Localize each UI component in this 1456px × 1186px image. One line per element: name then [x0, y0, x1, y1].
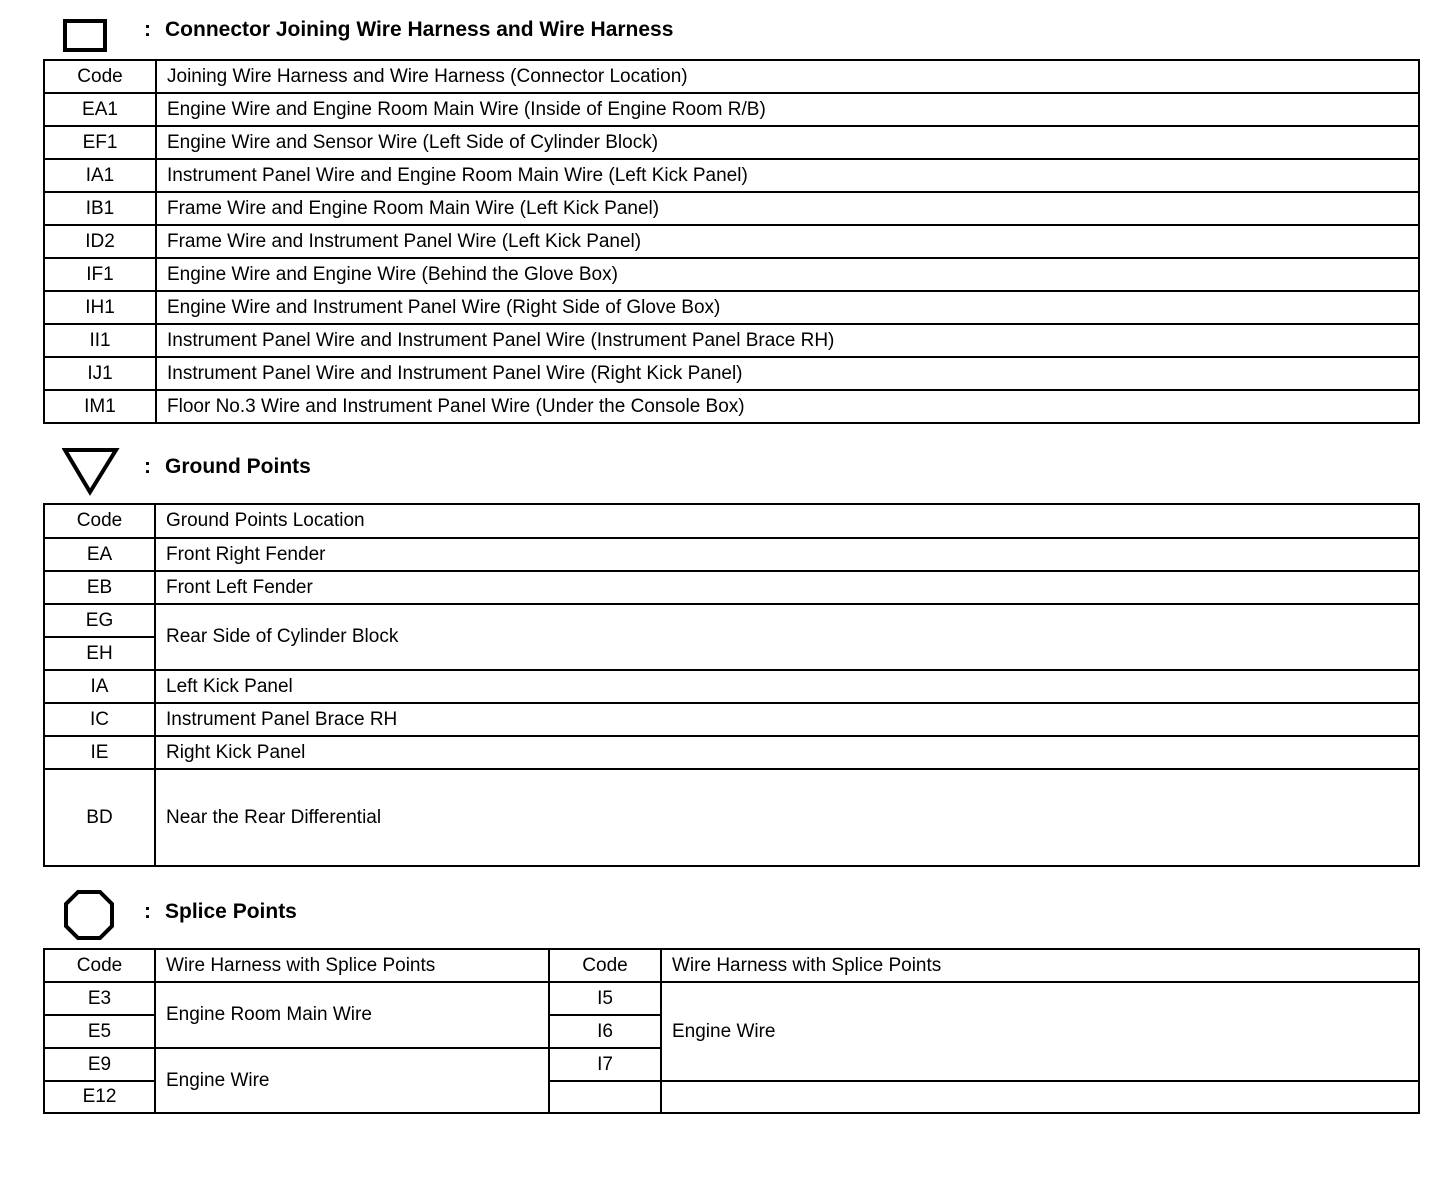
row-location: Engine Wire and Instrument Panel Wire (Right Side of Glove Box) — [156, 291, 1419, 324]
table-row — [44, 390, 1419, 423]
heading-colon: : — [144, 900, 151, 923]
row-location: Instrument Panel Wire and Instrument Panel Wire (Right Kick Panel) — [156, 357, 1419, 390]
row-location: Engine Wire and Engine Wire (Behind the Glove Box) — [156, 258, 1419, 291]
row-code: IH1 — [44, 291, 156, 324]
splice-code-left: E12 — [44, 1081, 155, 1113]
table-row — [44, 357, 1419, 390]
row-code: EF1 — [44, 126, 156, 159]
header-code: Code — [44, 60, 156, 93]
row-code: EH — [44, 637, 155, 670]
row-code: IB1 — [44, 192, 156, 225]
splice-code-left: E5 — [44, 1015, 155, 1048]
table-header-row — [44, 504, 1419, 538]
splice-code-right: I5 — [549, 982, 661, 1015]
row-code: IM1 — [44, 390, 156, 423]
splice-code-left: E9 — [44, 1048, 155, 1081]
header-code-left: Code — [44, 949, 155, 982]
row-code: BD — [44, 769, 155, 866]
row-code: EB — [44, 571, 155, 604]
row-location: Front Left Fender — [155, 571, 1419, 604]
octagon-symbol-icon — [62, 888, 116, 942]
row-location: Rear Side of Cylinder Block — [155, 604, 1419, 670]
heading-colon: : — [144, 455, 151, 478]
row-code: ID2 — [44, 225, 156, 258]
table-row — [44, 324, 1419, 357]
splice-code-right: I6 — [549, 1015, 661, 1048]
row-location: Instrument Panel Wire and Engine Room Main Wire (Left Kick Panel) — [156, 159, 1419, 192]
row-location: Engine Wire and Sensor Wire (Left Side of Cylinder Block) — [156, 126, 1419, 159]
row-code: EA — [44, 538, 155, 571]
row-code: EG — [44, 604, 155, 637]
table-row — [44, 192, 1419, 225]
table-row — [44, 291, 1419, 324]
row-code: IE — [44, 736, 155, 769]
table-row — [44, 159, 1419, 192]
header-location: Joining Wire Harness and Wire Harness (Connector Location) — [156, 60, 1419, 93]
table-row — [44, 571, 1419, 604]
section-title: Ground Points — [165, 455, 311, 478]
row-code: EA1 — [44, 93, 156, 126]
row-location: Right Kick Panel — [155, 736, 1419, 769]
header-harness-right: Wire Harness with Splice Points — [661, 949, 1419, 982]
triangle-symbol-icon — [62, 446, 120, 498]
row-code: IC — [44, 703, 155, 736]
row-location: Instrument Panel Wire and Instrument Panel Wire (Instrument Panel Brace RH) — [156, 324, 1419, 357]
table-row — [44, 258, 1419, 291]
row-location: Engine Wire and Engine Room Main Wire (Inside of Engine Room R/B) — [156, 93, 1419, 126]
table-header-row — [44, 60, 1419, 93]
table-row — [44, 604, 1419, 637]
table-row — [44, 538, 1419, 571]
splice-code-right — [549, 1081, 661, 1113]
row-location: Instrument Panel Brace RH — [155, 703, 1419, 736]
table-row — [44, 225, 1419, 258]
ground-points-table — [43, 503, 1420, 867]
splice-points-table — [43, 948, 1420, 1114]
square-symbol-icon — [62, 16, 108, 58]
table-header-row — [44, 949, 1419, 982]
row-location: Frame Wire and Engine Room Main Wire (Left Kick Panel) — [156, 192, 1419, 225]
splice-harness-left: Engine Wire — [155, 1048, 549, 1113]
row-location: Near the Rear Differential — [155, 769, 1419, 866]
row-code: IJ1 — [44, 357, 156, 390]
row-code: IF1 — [44, 258, 156, 291]
table-row — [44, 670, 1419, 703]
header-harness-left: Wire Harness with Splice Points — [155, 949, 549, 982]
row-location: Left Kick Panel — [155, 670, 1419, 703]
row-location: Floor No.3 Wire and Instrument Panel Wire (Under the Console Box) — [156, 390, 1419, 423]
splice-code-left: E3 — [44, 982, 155, 1015]
heading-colon: : — [144, 18, 151, 41]
header-location: Ground Points Location — [155, 504, 1419, 538]
table-row — [44, 769, 1419, 866]
table-row — [44, 736, 1419, 769]
table-row — [44, 93, 1419, 126]
header-code: Code — [44, 504, 155, 538]
table-row — [44, 126, 1419, 159]
splice-harness-empty — [661, 1081, 1419, 1113]
table-row — [44, 703, 1419, 736]
row-location: Front Right Fender — [155, 538, 1419, 571]
section-title: Splice Points — [165, 900, 297, 923]
splice-harness-right: Engine Wire — [661, 982, 1419, 1081]
row-code: IA1 — [44, 159, 156, 192]
header-code-right: Code — [549, 949, 661, 982]
splice-code-right: I7 — [549, 1048, 661, 1081]
table-row — [44, 982, 1419, 1015]
row-location: Frame Wire and Instrument Panel Wire (Left Kick Panel) — [156, 225, 1419, 258]
splice-harness-left: Engine Room Main Wire — [155, 982, 549, 1048]
row-code: IA — [44, 670, 155, 703]
section-title: Connector Joining Wire Harness and Wire Harness — [165, 18, 674, 41]
row-code: II1 — [44, 324, 156, 357]
connector-table — [43, 59, 1420, 424]
